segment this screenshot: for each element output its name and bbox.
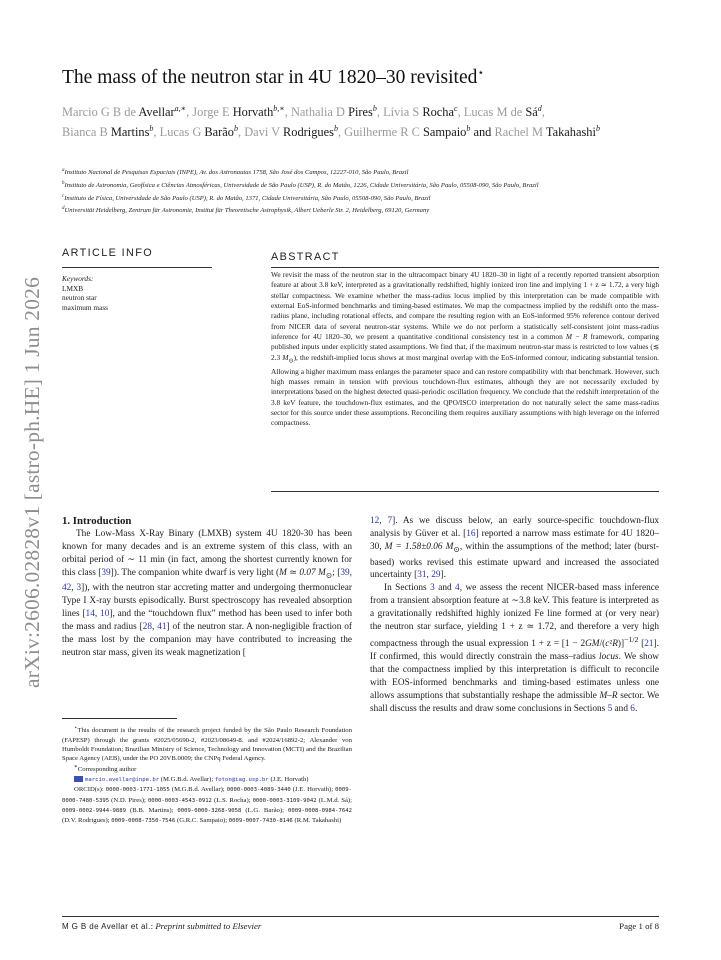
keywords-block <box>62 274 212 312</box>
affiliation: $^d$Universität Heidelberg, Zentrum für Astronomie, Institut für Theoretische Astrophysik, Albert Ueberle Str. 2, Heidelberg, 69120, Germany <box>62 206 430 215</box>
author[interactable]: Guilherme R C Sampaio$^b$ and <box>344 123 492 140</box>
intro-paragraph-2: In Sections 3 and 4, we assess the recent NICER-based mass inference from a transient absorption feature at ∼3.8 keV. This feature is interpreted as a gravitationally redshifted highly ionized Fe line formed at (or very near) the neutron star surface, yielding 1 + z ≃ 1.72, and therefore a very high compactness through the usual expression $1 + z = [1 - 2GM/(c^2R)]^{-1/2}$ [21]. If confirmed, this would directly constrain the mass–radius locus. We show that the compactness implied by this interpretation is difficult to reconcile with EOS-informed benchmarks and timing-based estimates unless one allows assumptions that substantially reshape the admissible M–R sector. We shall discuss the results and draw some conclusions in Sections 5 and 6. <box>370 583 659 714</box>
page-number: Page 1 of 8 <box>619 921 659 931</box>
author[interactable]: Rachel M Takahashi$^b$ <box>494 123 600 140</box>
orcid-link[interactable]: 0009-0008-0984-7642 <box>288 807 352 814</box>
funding-footnote: ⋆This document is the results of the research project funded by the São Paulo Research Foundation (FAPESP) through the grants #2025/05690-2, #2023/08649-8. and #2024/16892-2; Alexander von Humboldt Foundation; Brazilian Ministry of Science, Technology and Innovation (MCTI) and the Brazilian Space Agency (AEB), under the PO 20VB.0009; the CNPq Federal Agency. <box>62 725 352 763</box>
keyword: maximum mass <box>62 302 109 312</box>
arxiv-identifier[interactable]: arXiv:2606.02828v1 [astro-ph.HE] 1 Jun 2026 <box>20 276 44 688</box>
citation-link[interactable]: 3 <box>76 583 82 594</box>
email-icon <box>74 776 83 782</box>
citation-link[interactable]: 29 <box>431 570 441 581</box>
citation-link[interactable]: 10 <box>100 609 110 620</box>
keyword: neutron star <box>62 293 97 303</box>
affiliation: $^c$Instituto de Física, Universidade de São Paulo (USP), R. do Matão, 1371, Cidade Universitária, São Paulo, 05508-090, São Paulo, Brazil <box>62 193 431 202</box>
orcid-link[interactable]: 0000-0003-1771-1055 <box>105 787 170 794</box>
abstract-text: We revisit the mass of the neutron star in the ultracompact binary 4U 1820–30 in light of a recently reported transient absorption feature at about 3.8 keV, interpreted as a gravitationally redshifted, highly ionized iron line and implying 1 + z ≃ 1.72, a very high stellar compactness. We examine whether the mass-radius locus implied by this interpretation can be made compatible with external EoS-informed benchmarks and timing-based estimates. We map the compactness implied by the redshift onto the mass-radius plane, including rotational effects, and compare the resulting region with an EoS-informed 95% reference contour derived from NICER data of several neutron-star systems. While we do not perform a statistically self-consistent joint mass-radius inference for 4U 1820–30, we present a quantitative conditional consistency test in a common M − R framework, comparing published inputs under explicitly stated assumptions. We find that, if the maximum neutron-star mass is restricted to low values (≲ 2.3 $M_⊙$), the redshift-implied locus shows at most marginal overlap with the EoS-informed contour, indicating substantial tension. Allowing a higher maximum mass enlarges the parameter space and can restore compatibility with that benchmark. However, such high masses remain in tension with previous touchdown-flux estimates, although they are not necessarily excluded by interpretations based on the highest detected quasi-periodic oscillation frequency. We conclude that the redshift interpretation of the 3.8 keV feature, the touchdown-flux estimates, and the QPO/ISCO interpretation do not naturally select the same mass-radius sector for this source under these assumptions. Reconciling them requires auxiliary assumptions with high leverage on the inferred compactness. <box>271 270 659 428</box>
citation-link[interactable]: 39 <box>340 567 350 578</box>
keyword: LMXB <box>62 283 84 293</box>
page-footer: M G B de Avellar et al.: Preprint submitted to Elsevier Page 1 of 8 <box>62 921 659 931</box>
citation-link[interactable]: 14 <box>85 609 95 620</box>
article-info-rule <box>62 267 212 268</box>
section-heading-introduction: 1. Introduction <box>62 515 132 527</box>
title-footnote-mark[interactable]: ⋆ <box>477 67 485 79</box>
abstract-heading: ABSTRACT <box>271 251 340 263</box>
section-link[interactable]: 3 <box>430 583 435 594</box>
orcid-link[interactable]: 0009-0007-7430-8146 <box>228 818 293 825</box>
footnote-rule <box>62 718 177 719</box>
citation-link[interactable]: 16 <box>466 528 476 539</box>
author[interactable]: Jorge E Horvath$^{b,∗}$, <box>192 104 288 120</box>
author[interactable]: Lucas G Barão$^b$, <box>159 123 242 140</box>
footer-authors: M G B de Avellar et al. <box>62 922 151 931</box>
citation-link[interactable]: 41 <box>157 622 167 633</box>
orcid-link[interactable]: 0009-0000-7480-5395 <box>62 787 353 804</box>
author[interactable]: Bianca B Martins$^b$, <box>62 123 157 140</box>
orcid-link[interactable]: 0000-0003-4543-0912 <box>147 797 212 804</box>
section-link[interactable]: 4 <box>455 583 460 594</box>
email-link[interactable]: marcio.avellar@inpe.br <box>85 776 160 783</box>
citation-link[interactable]: 39 <box>101 567 111 578</box>
intro-right-column <box>370 515 659 716</box>
citation-link[interactable]: 7 <box>387 516 393 526</box>
section-link[interactable]: 6 <box>630 703 635 714</box>
footer-note: Preprint submitted to Elsevier <box>155 921 262 931</box>
keywords-label: Keywords: <box>62 274 94 283</box>
title-text: The mass of the neutron star in 4U 1820–30 revisited <box>62 67 478 88</box>
section-link[interactable]: 5 <box>607 703 613 714</box>
author[interactable]: Davi V Rodrigues$^b$, <box>244 123 342 140</box>
orcid-list: ORCID(s): 0000-0003-1771-1055 (M.G.B.d. Avellar); 0000-0003-4089-3440 (J.E. Horvath); 0009-0000-7480-5395 (N.D. Pires); 0000-0003-4543-0912 (L.S. Rocha); 0000-0003-3109-9042 (L.M.d. Sá); 0009-0002-9944-9889 (B.B. Martins); 0009-0000-3268-9058 (L.G. Barão); 0009-0008-0984-7642 (D.V. Rodrigues); 0009-0008-7350-7546 (G.R.C. Sampaio); 0009-0007-7430-8146 (R.M. Takahashi) <box>62 786 353 825</box>
footer-rule <box>62 916 659 917</box>
affiliation-list <box>62 166 662 217</box>
affiliation: $^b$Instituto de Astronomia, Geofísica e Ciências Atmosféricas, Universidade de São Paulo (USP), R. do Matão, 1226, Cidade Universitária, São Paulo, 05508-090, São Paulo, Brazil <box>62 180 539 189</box>
abstract-bottom-rule <box>271 491 659 492</box>
citation-link[interactable]: 31 <box>417 570 427 581</box>
article-info-heading: ARTICLE INFO <box>62 247 153 259</box>
orcid-link[interactable]: 0009-0008-7350-7546 <box>111 818 176 825</box>
citation-link[interactable]: 28 <box>142 622 153 633</box>
affiliation: $^a$Instituto Nacional de Pesquisas Espaciais (INPE), Av. dos Astronautas 1758, São José dos Campos, 12227-010, São Paulo, Brazil <box>62 168 409 177</box>
citation-link[interactable]: 42 <box>62 583 72 594</box>
orcid-link[interactable]: 0000-0003-4089-3440 <box>226 787 291 794</box>
email-link[interactable]: foton@iag.usp.br <box>214 776 269 783</box>
corresponding-author-note: ∗Corresponding author <box>74 764 137 774</box>
intro-paragraph-1: The Low-Mass X-Ray Binary (LMXB) system 4U 1820-30 has been known for many decades and is an extreme system of this class, with an orbital period of ∼ 11 min (in fact, among the shortest currently known for this class [39]). The companion white dwarf is very light (M ≃ 0.07 $M_⊙$; [39, 42, 3]), with the neutron star accreting matter and undergoing thermonuclear Type I X-ray bursts episodically. Burst spectroscopy has revealed absorption lines [14, 10], and the “touchdown flux” method has been used to infer both the mass and radius [28, 41] of the neutron star. A non-negligible fraction of the mass lost by the companion may have contributed to increasing the neutron star mass, given its weak magnetization [ <box>62 528 352 658</box>
orcid-link[interactable]: 0009-0000-3268-9058 <box>177 807 242 814</box>
citation-link[interactable]: 12 <box>370 516 380 526</box>
author[interactable]: Lucas M de $Sá^d$, <box>463 104 545 120</box>
author[interactable]: Lívia S Rocha$^c$, <box>383 104 461 120</box>
intro-left-column <box>62 515 352 660</box>
orcid-link[interactable]: 0009-0002-9944-9889 <box>62 807 126 814</box>
orcid-link[interactable]: 0000-0003-3109-9042 <box>252 797 317 804</box>
email-line: marcio.avellar@inpe.br (M.G.B.d. Avellar); foton@iag.usp.br (J.E. Horvath) <box>62 775 352 785</box>
citation-link[interactable]: 21 <box>644 639 654 650</box>
author[interactable]: Marcio G B de Avellar$^{a,∗}$, <box>62 104 190 120</box>
author[interactable]: Nathalia D Pires$^b$, <box>290 104 380 120</box>
abstract-rule <box>271 267 659 268</box>
author-list <box>62 101 662 141</box>
intro-paragraph-1-continued: 12, 7]. As we discuss below, an early source-specific touchdown-flux analysis by Güver et al. [16] reported a narrow mass estimate for 4U 1820–30, M = 1.58±0.06 $M_⊙$, within the assumptions of the method; later (burst-based) works revised this estimate upward and increased the associated uncertainty [31, 29]. <box>370 516 659 581</box>
paper-title <box>62 66 682 89</box>
footnotes <box>62 724 352 826</box>
